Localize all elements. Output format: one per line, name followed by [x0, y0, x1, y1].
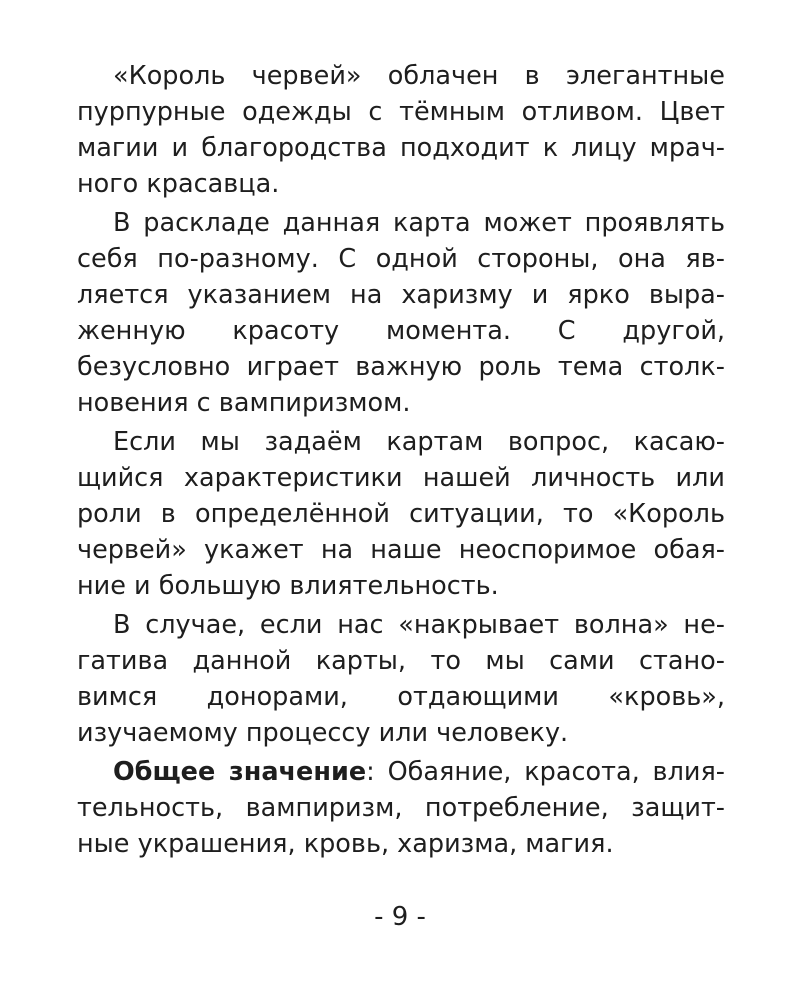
paragraph-1 — [77, 58, 725, 202]
text-line: себя по-разному. С одной стороны, она яв- — [77, 244, 725, 274]
text-line: ного красавца. — [77, 169, 280, 199]
text-line: женную красоту момента. С другой, — [77, 316, 725, 346]
text-line: вимся донорами, отдающими «кровь», — [77, 682, 725, 712]
text-line: тельность, вампиризм, потребление, защит- — [77, 793, 725, 823]
text-line: Если мы задаём картам вопрос, касаю- — [113, 427, 725, 457]
general-meaning-label: Общее значение — [113, 757, 367, 787]
text-line: изучаемому процессу или человеку. — [77, 718, 569, 748]
text-line: ные украшения, кровь, харизма, магия. — [77, 829, 614, 859]
general-meaning-text: : Обаяние, красота, влия- — [366, 757, 725, 787]
text-line: щийся характеристики нашей личность или — [77, 463, 725, 493]
page-number: - 9 - — [374, 902, 426, 932]
general-meaning-paragraph — [77, 754, 725, 862]
text-line: роли в определённой ситуации, то «Король — [77, 499, 725, 529]
text-line: В случае, если нас «накрывает волна» не- — [113, 610, 725, 640]
text-line: В раскладе данная карта может проявлять — [113, 208, 725, 238]
text-line: «Король червей» облачен в элегантные — [113, 61, 725, 91]
paragraph-4 — [77, 607, 725, 751]
text-line: пурпурные одежды с тёмным отливом. Цвет — [77, 97, 725, 127]
text-line: гатива данной карты, то мы сами стано- — [77, 646, 725, 676]
text-line: червей» укажет на наше неоспоримое обая- — [77, 535, 725, 565]
text-line: новения с вампиризмом. — [77, 388, 411, 418]
paragraph-2 — [77, 205, 725, 421]
text-line — [77, 754, 725, 790]
paragraph-3 — [77, 424, 725, 604]
text-line: ляется указанием на харизму и ярко выра- — [77, 280, 725, 310]
text-line: магии и благородства подходит к лицу мрач- — [77, 133, 725, 163]
text-line: ние и большую влиятельность. — [77, 571, 499, 601]
text-line: безусловно играет важную роль тема столк- — [77, 352, 725, 382]
page-body-text — [77, 58, 725, 862]
